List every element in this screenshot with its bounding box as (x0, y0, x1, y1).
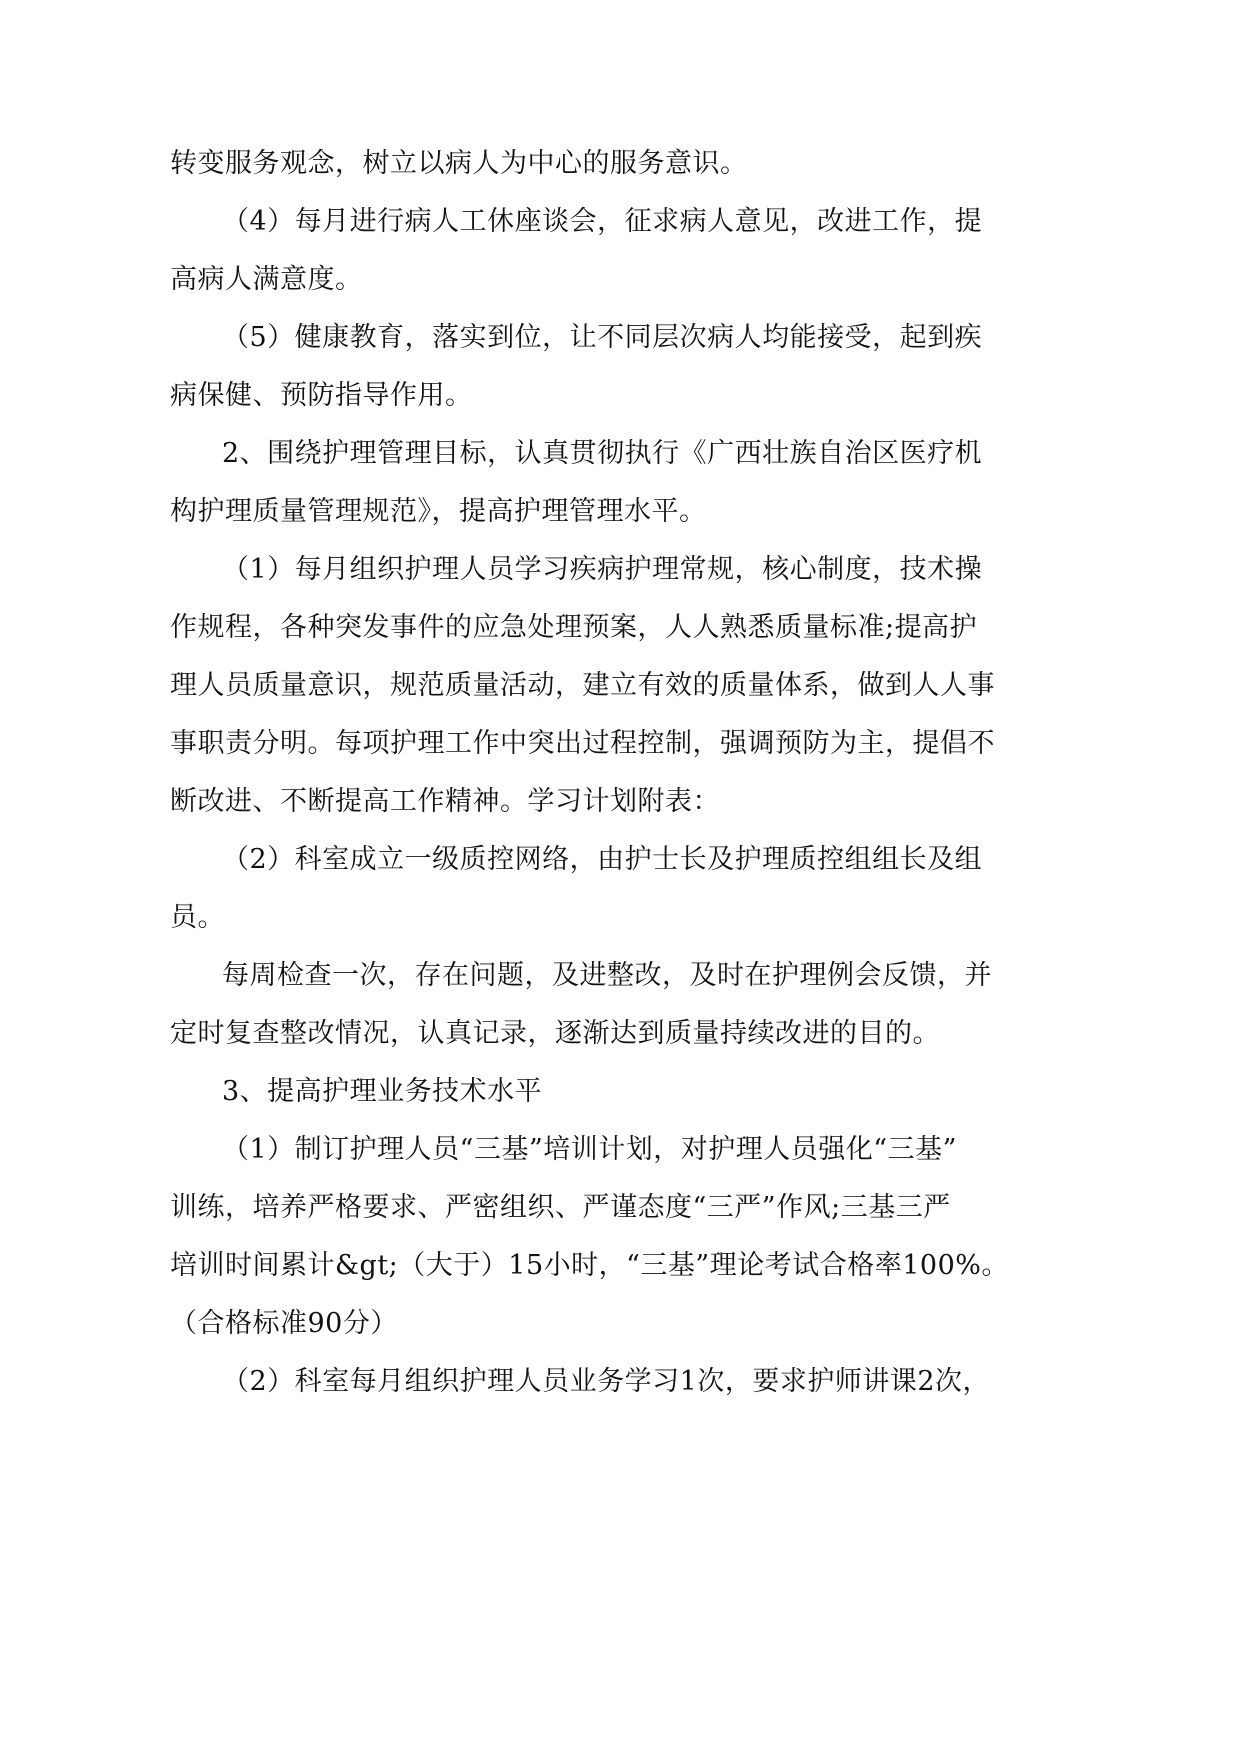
paragraph-line: 每周检查一次，存在问题，及进整改，及时在护理例会反馈，并 (222, 960, 992, 991)
paragraph-line: 事职责分明。每项护理工作中突出过程控制，强调预防为主，提倡不 (170, 728, 995, 759)
paragraph-line: （合格标准90分） (170, 1308, 398, 1339)
paragraph-line: （2）科室成立一级质控网络，由护士长及护理质控组组长及组 (222, 844, 983, 875)
paragraph-line: （2）科室每月组织护理人员业务学习1次，要求护师讲课2次， (222, 1366, 991, 1397)
paragraph-line: 定时复查整改情况，认真记录，逐渐达到质量持续改进的目的。 (170, 1018, 940, 1049)
paragraph-line: 病保健、预防指导作用。 (170, 380, 473, 411)
paragraph-line: 高病人满意度。 (170, 264, 363, 295)
paragraph-line: 转变服务观念，树立以病人为中心的服务意识。 (170, 148, 748, 179)
paragraph-line: （1）每月组织护理人员学习疾病护理常规，核心制度，技术操 (222, 554, 983, 585)
paragraph-line: 理人员质量意识，规范质量活动，建立有效的质量体系，做到人人事 (170, 670, 995, 701)
paragraph-line: 2、围绕护理管理目标，认真贯彻执行《广西壮族自治区医疗机 (222, 438, 983, 469)
section-heading: 3、提高护理业务技术水平 (222, 1076, 543, 1107)
paragraph-line: （4）每月进行病人工休座谈会，征求病人意见，改进工作，提 (222, 206, 983, 237)
paragraph-line: 培训时间累计&gt;（大于）15小时，“三基”理论考试合格率100%。 (170, 1250, 1009, 1281)
paragraph-line: （5）健康教育，落实到位，让不同层次病人均能接受，起到疾 (222, 322, 983, 353)
paragraph-line: 作规程，各种突发事件的应急处理预案，人人熟悉质量标准;提高护 (170, 612, 978, 643)
paragraph-line: 断改进、不断提高工作精神。学习计划附表： (170, 786, 720, 817)
paragraph-line: 构护理质量管理规范》，提高护理管理水平。 (170, 496, 707, 527)
paragraph-line: 训练，培养严格要求、严密组织、严谨态度“三严”作风;三基三严 (170, 1192, 951, 1223)
paragraph-line: 员。 (170, 902, 225, 933)
paragraph-line: （1）制订护理人员“三基”培训计划，对护理人员强化“三基” (222, 1134, 957, 1165)
